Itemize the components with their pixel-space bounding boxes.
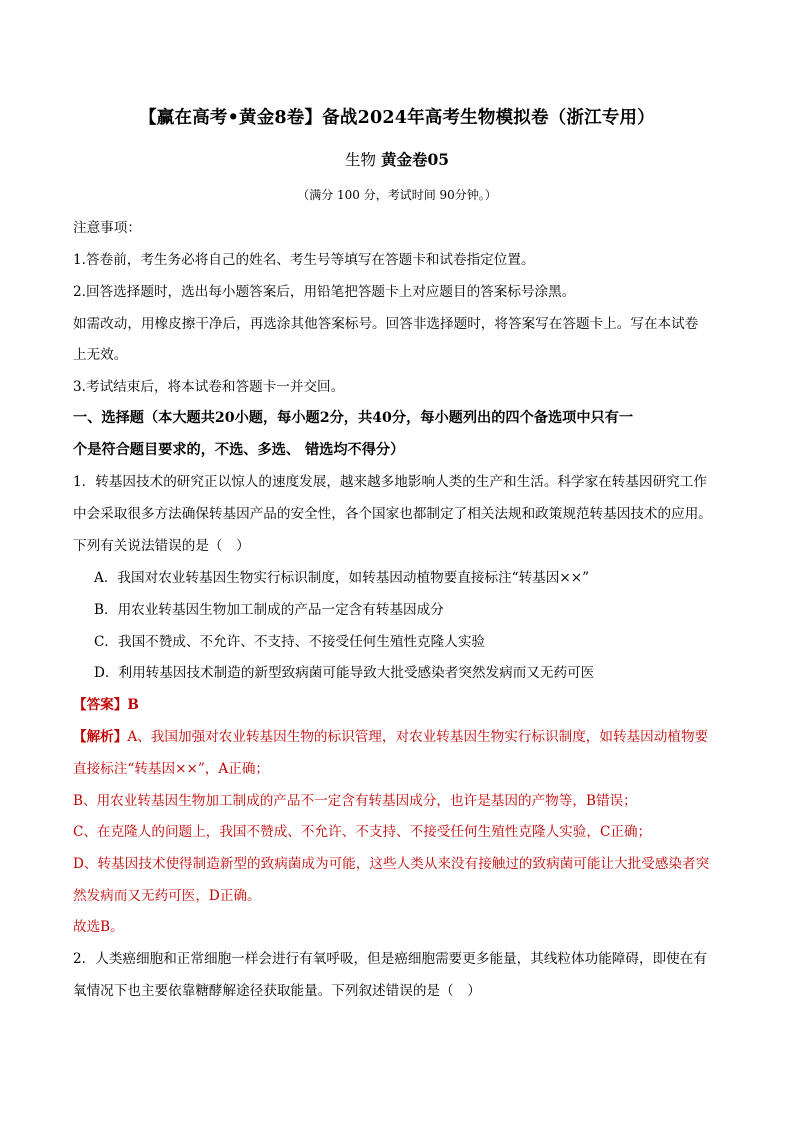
- answer-label: 【答案】: [73, 697, 128, 713]
- question-1-stem-line-2: 中会采取很多方法确保转基因产品的安全性，各个国家也都制定了相关法规和政策规范转基因技术的应用。: [73, 506, 712, 522]
- question-1-option-d: D．利用转基因技术制造的新型致病菌可能导致大批受感染者突然发病而又无药可医: [94, 665, 595, 681]
- notes-heading: 注意事项：: [73, 220, 141, 236]
- subject-label: 生物: [344, 151, 376, 169]
- question-1-stem-line-3: 下列有关说法错误的是（ ）: [73, 538, 250, 554]
- section-heading-continued: 个是符合题目要求的，不选、多选、 错选均不得分）: [73, 442, 405, 458]
- exam-meta: （满分 100 分，考试时间 90分钟。）: [297, 188, 497, 202]
- notes-item-2: 2.回答选择题时，选出每小题答案后，用铅笔把答题卡上对应题目的答案标号涂黑。: [73, 284, 576, 300]
- question-1-option-b: B．用农业转基因生物加工制成的产品一定含有转基因成分: [94, 602, 444, 618]
- paper-label: 黄金卷05: [380, 150, 450, 169]
- question-1-stem-line-1: 1．转基因技术的研究正以惊人的速度发展，越来越多地影响人类的生产和生活。科学家在转基因研究工作: [73, 474, 707, 490]
- question-1-option-a: A．我国对农业转基因生物实行标识制度，如转基因动植物要直接标注“转基因××”: [94, 570, 590, 586]
- question-1-analysis-d-line-1: D、转基因技术使得制造新型的致病菌成为可能，这些人类从来没有接触过的致病菌可能让大批受感染者突: [73, 856, 710, 872]
- question-1-analysis-a-line-1: [73, 727, 708, 747]
- notes-item-2-continued-end: 上无效。: [73, 347, 128, 363]
- question-1-analysis-c: C、在克隆人的问题上，我国不赞成、不允许、不支持、不接受任何生殖性克隆人实验，C正确；: [73, 824, 652, 840]
- document-subtitle: [0, 148, 794, 170]
- document-title: 【赢在高考•黄金8卷】备战2024年高考生物模拟卷（浙江专用）: [139, 108, 655, 128]
- question-1-analysis-a-line-2: 直接标注“转基因××”，A正确；: [73, 761, 270, 777]
- notes-item-2-continued: 如需改动，用橡皮擦干净后，再选涂其他答案标号。回答非选择题时，将答案写在答题卡上。写在本试卷: [73, 316, 699, 332]
- notes-item-3: 3.考试结束后，将本试卷和答题卡一并交回。: [73, 379, 345, 395]
- section-heading: 一、选择题（本大题共20小题，每小题2分，共40分，每小题列出的四个备选项中只有一: [73, 410, 634, 426]
- question-1-option-c: C．我国不赞成、不允许、不支持、不接受任何生殖性克隆人实验: [94, 634, 486, 650]
- question-1-analysis-d-line-2: 然发病而又无药可医，D正确。: [73, 888, 261, 904]
- analysis-a-text: A、我国加强对农业转基因生物的标识管理，对农业转基因生物实行标识制度，如转基因动植物要: [127, 729, 709, 745]
- question-2-stem-line-2: 氧情况下也主要依靠糖酵解途径获取能量。下列叙述错误的是（ ）: [73, 983, 481, 999]
- question-1-analysis-b: B、用农业转基因生物加工制成的产品不一定含有转基因成分，也许是基因的产物等，B错误；: [73, 793, 637, 809]
- analysis-label: 【解析】: [73, 729, 128, 745]
- question-1-answer: [73, 695, 139, 715]
- question-2-stem-line-1: 2．人类癌细胞和正常细胞一样会进行有氧呼吸，但是癌细胞需要更多能量，其线粒体功能障碍，即使在有: [73, 951, 707, 967]
- question-1-conclusion: 故选B。: [73, 919, 124, 935]
- notes-item-1: 1.答卷前，考生务必将自己的姓名、考生号等填写在答题卡和试卷指定位置。: [73, 252, 535, 268]
- answer-value: B: [127, 697, 139, 713]
